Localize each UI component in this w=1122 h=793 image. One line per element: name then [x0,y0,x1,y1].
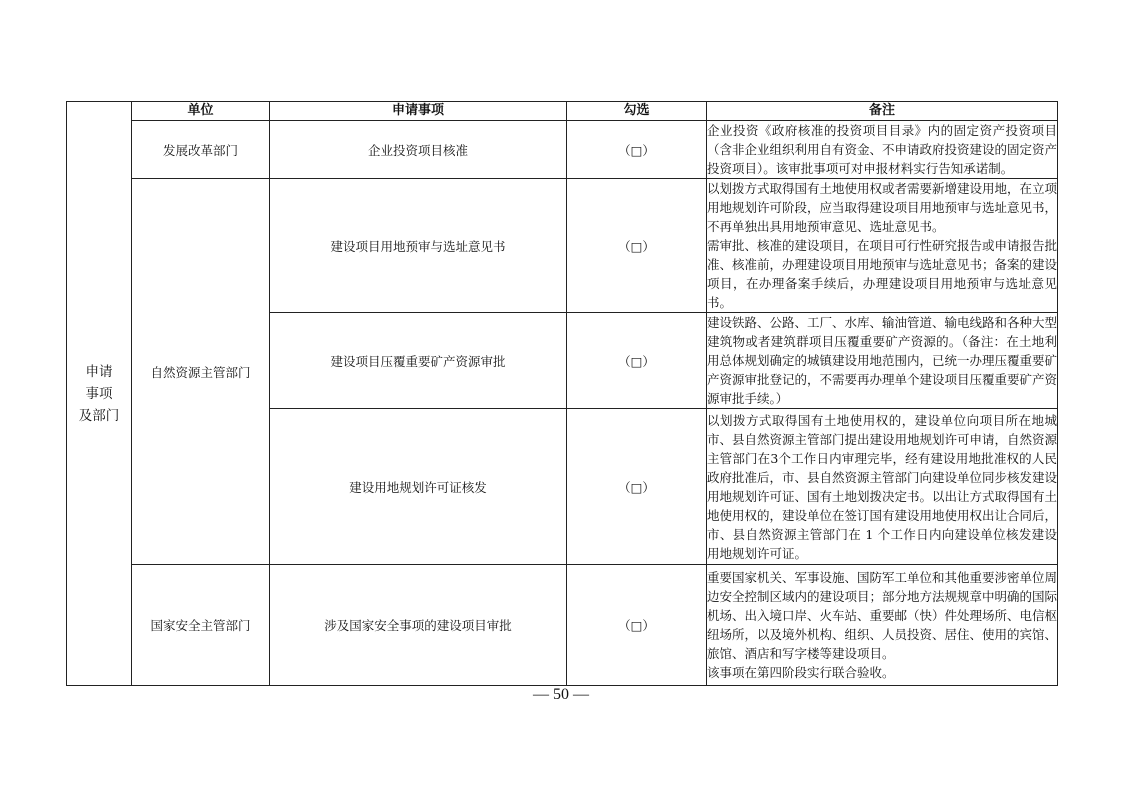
page-number: — 50 — [533,686,589,703]
note-paragraph: 建设铁路、公路、工厂、水库、输油管道、输电线路和各种大型建筑物或者建筑群项目压覆重要矿产资源的。（备注：在土地利用总体规划确定的城镇建设用地范围内，已统一办理压覆重要矿产资源审批登记的，不需要再办理单个建设项目压覆重要矿产资源审批手续。） [707,315,1058,406]
note-cell [707,179,1058,313]
checkbox[interactable]: （□） [567,121,707,179]
header-unit: 单位 [132,102,270,121]
side-label-line: 申请 [85,363,113,380]
side-label-cell [67,102,132,686]
table-row [67,565,1058,686]
note-paragraph: 以划拨方式取得国有土地使用权的，建设单位向项目所在地城市、县自然资源主管部门提出建设用地规划许可申请，自然资源主管部门在3个工作日内审理完毕，经有建设用地批准权的人民政府批准后，市、县自然资源主管部门向建设单位同步核发建设用地规划许可证、国有土地划拨决定书。以出让方式取得国有土地使用权的，建设单位在签订国有建设用地使用权出让合同后，市、县自然资源主管部门在 1 个工作日内向建设单位核发建设用地规划许可证。 [707,412,1058,561]
application-table [66,101,1058,686]
checkbox[interactable]: （□） [567,565,707,686]
table-row [67,179,1058,313]
note-paragraph: 企业投资《政府核准的投资项目目录》内的固定资产投资项目（含非企业组织利用自有资金、不申请政府投资建设的固定资产投资项目）。该审批事项可对申报材料实行告知承诺制。 [707,123,1058,176]
checkbox[interactable]: （□） [567,409,707,565]
note-paragraph: 需审批、核准的建设项目，在项目可行性研究报告或申请报告批准、核准前，办理建设项目用地预审与选址意见书；备案的建设项目，在办理备案手续后，办理建设项目用地预审与选址意见书。 [707,238,1058,310]
note-cell [707,313,1058,409]
item-cell: 建设用地规划许可证核发 [270,409,567,565]
note-cell [707,409,1058,565]
unit-cell: 国家安全主管部门 [132,565,270,686]
header-item: 申请事项 [270,102,567,121]
note-paragraph: 该事项在第四阶段实行联合验收。 [707,665,895,680]
unit-cell: 发展改革部门 [132,121,270,179]
table-row [67,121,1058,179]
unit-cell: 自然资源主管部门 [132,179,270,565]
note-cell [707,565,1058,686]
checkbox[interactable]: （□） [567,179,707,313]
header-check: 勾选 [567,102,707,121]
note-cell [707,121,1058,179]
item-cell: 建设项目用地预审与选址意见书 [270,179,567,313]
item-cell: 企业投资项目核准 [270,121,567,179]
side-label-line: 及部门 [78,407,120,424]
note-paragraph: 以划拨方式取得国有土地使用权或者需要新增建设用地，在立项用地规划许可阶段，应当取得建设项目用地预审与选址意见书，不再单独出具用地预审意见、选址意见书。 [707,181,1058,234]
header-row [67,102,1058,121]
item-cell: 涉及国家安全事项的建设项目审批 [270,565,567,686]
side-label-line: 事项 [85,385,113,402]
note-paragraph: 重要国家机关、军事设施、国防军工单位和其他重要涉密单位周边安全控制区域内的建设项目；部分地方法规规章中明确的国际机场、出入境口岸、火车站、重要邮（快）件处理场所、电信枢纽场所，以及境外机构、组织、人员投资、居住、使用的宾馆、旅馆、酒店和写字楼等建设项目。 [707,570,1058,661]
item-cell: 建设项目压覆重要矿产资源审批 [270,313,567,409]
header-note: 备注 [707,102,1058,121]
checkbox[interactable]: （□） [567,313,707,409]
